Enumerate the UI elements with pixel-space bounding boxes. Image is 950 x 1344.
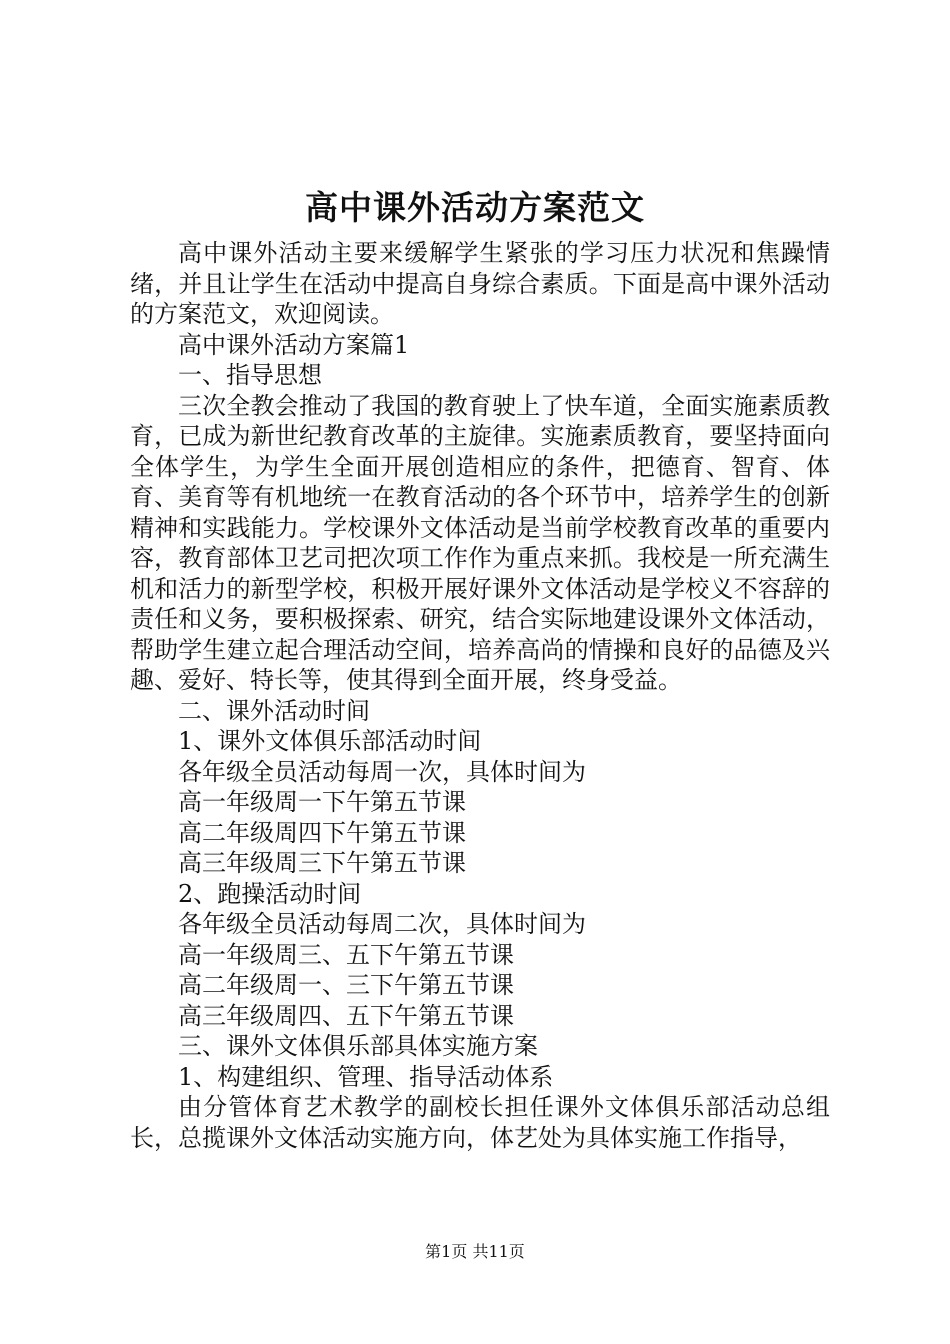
list-item: 高三年级周三下午第五节课 (178, 849, 466, 877)
paragraph-organization: 由分管体育艺术教学的副校长担任课外文体俱乐部活动总组长，总揽课外文体活动实施方向，体艺处为具体实施工作指导， (130, 1093, 830, 1152)
heading-guiding-ideology: 一、指导思想 (178, 361, 322, 389)
list-item: 各年级全员活动每周二次，具体时间为 (178, 910, 586, 938)
list-item: 高一年级周一下午第五节课 (178, 788, 466, 816)
subheading-organization: 1、构建组织、管理、指导活动体系 (178, 1062, 554, 1091)
list-item: 高三年级周四、五下午第五节课 (178, 1001, 514, 1030)
list-item: 高二年级周一、三下午第五节课 (178, 971, 514, 999)
document-title: 高中课外活动方案范文 (305, 188, 645, 227)
list-item: 高一年级周三、五下午第五节课 (178, 940, 514, 969)
list-item: 各年级全员活动每周一次，具体时间为 (178, 757, 586, 786)
document-body (130, 238, 830, 1153)
intro-paragraph: 高中课外活动主要来缓解学生紧张的学习压力状况和焦躁情绪，并且让学生在活动中提高自身综合素质。下面是高中课外活动的方案范文，欢迎阅读。 (130, 239, 830, 328)
heading-activity-time: 二、课外活动时间 (178, 696, 370, 725)
paragraph-guiding-ideology: 三次全教会推动了我国的教育驶上了快车道，全面实施素质教育，已成为新世纪教育改革的主旋律。实施素质教育，要坚持面向全体学生，为学生全面开展创造相应的条件，把德育、智育、体育、美育等有机地统一在教育活动的各个环节中，培养学生的创新精神和实践能力。学校课外文体活动是当前学校教育改革的重要内容，教育部体卫艺司把次项工作作为重点来抓。我校是一所充满生机和活力的新型学校，积极开展好课外文体活动是学校义不容辞的责任和义务，要积极探索、研究，结合实际地建设课外文体活动，帮助学生建立起合理活动空间，培养高尚的情操和良好的品德及兴趣、爱好、特长等，使其得到全面开展，终身受益。 (130, 391, 830, 694)
page-footer: 第1页 共11页 (425, 1242, 525, 1261)
heading-club-plan: 三、课外文体俱乐部具体实施方案 (178, 1032, 538, 1060)
subheading-club-time: 1、课外文体俱乐部活动时间 (178, 727, 482, 755)
subheading-running-time: 2、跑操活动时间 (178, 879, 362, 908)
list-item: 高二年级周四下午第五节课 (178, 818, 466, 847)
section-heading-plan-1: 高中课外活动方案篇1 (178, 330, 410, 359)
